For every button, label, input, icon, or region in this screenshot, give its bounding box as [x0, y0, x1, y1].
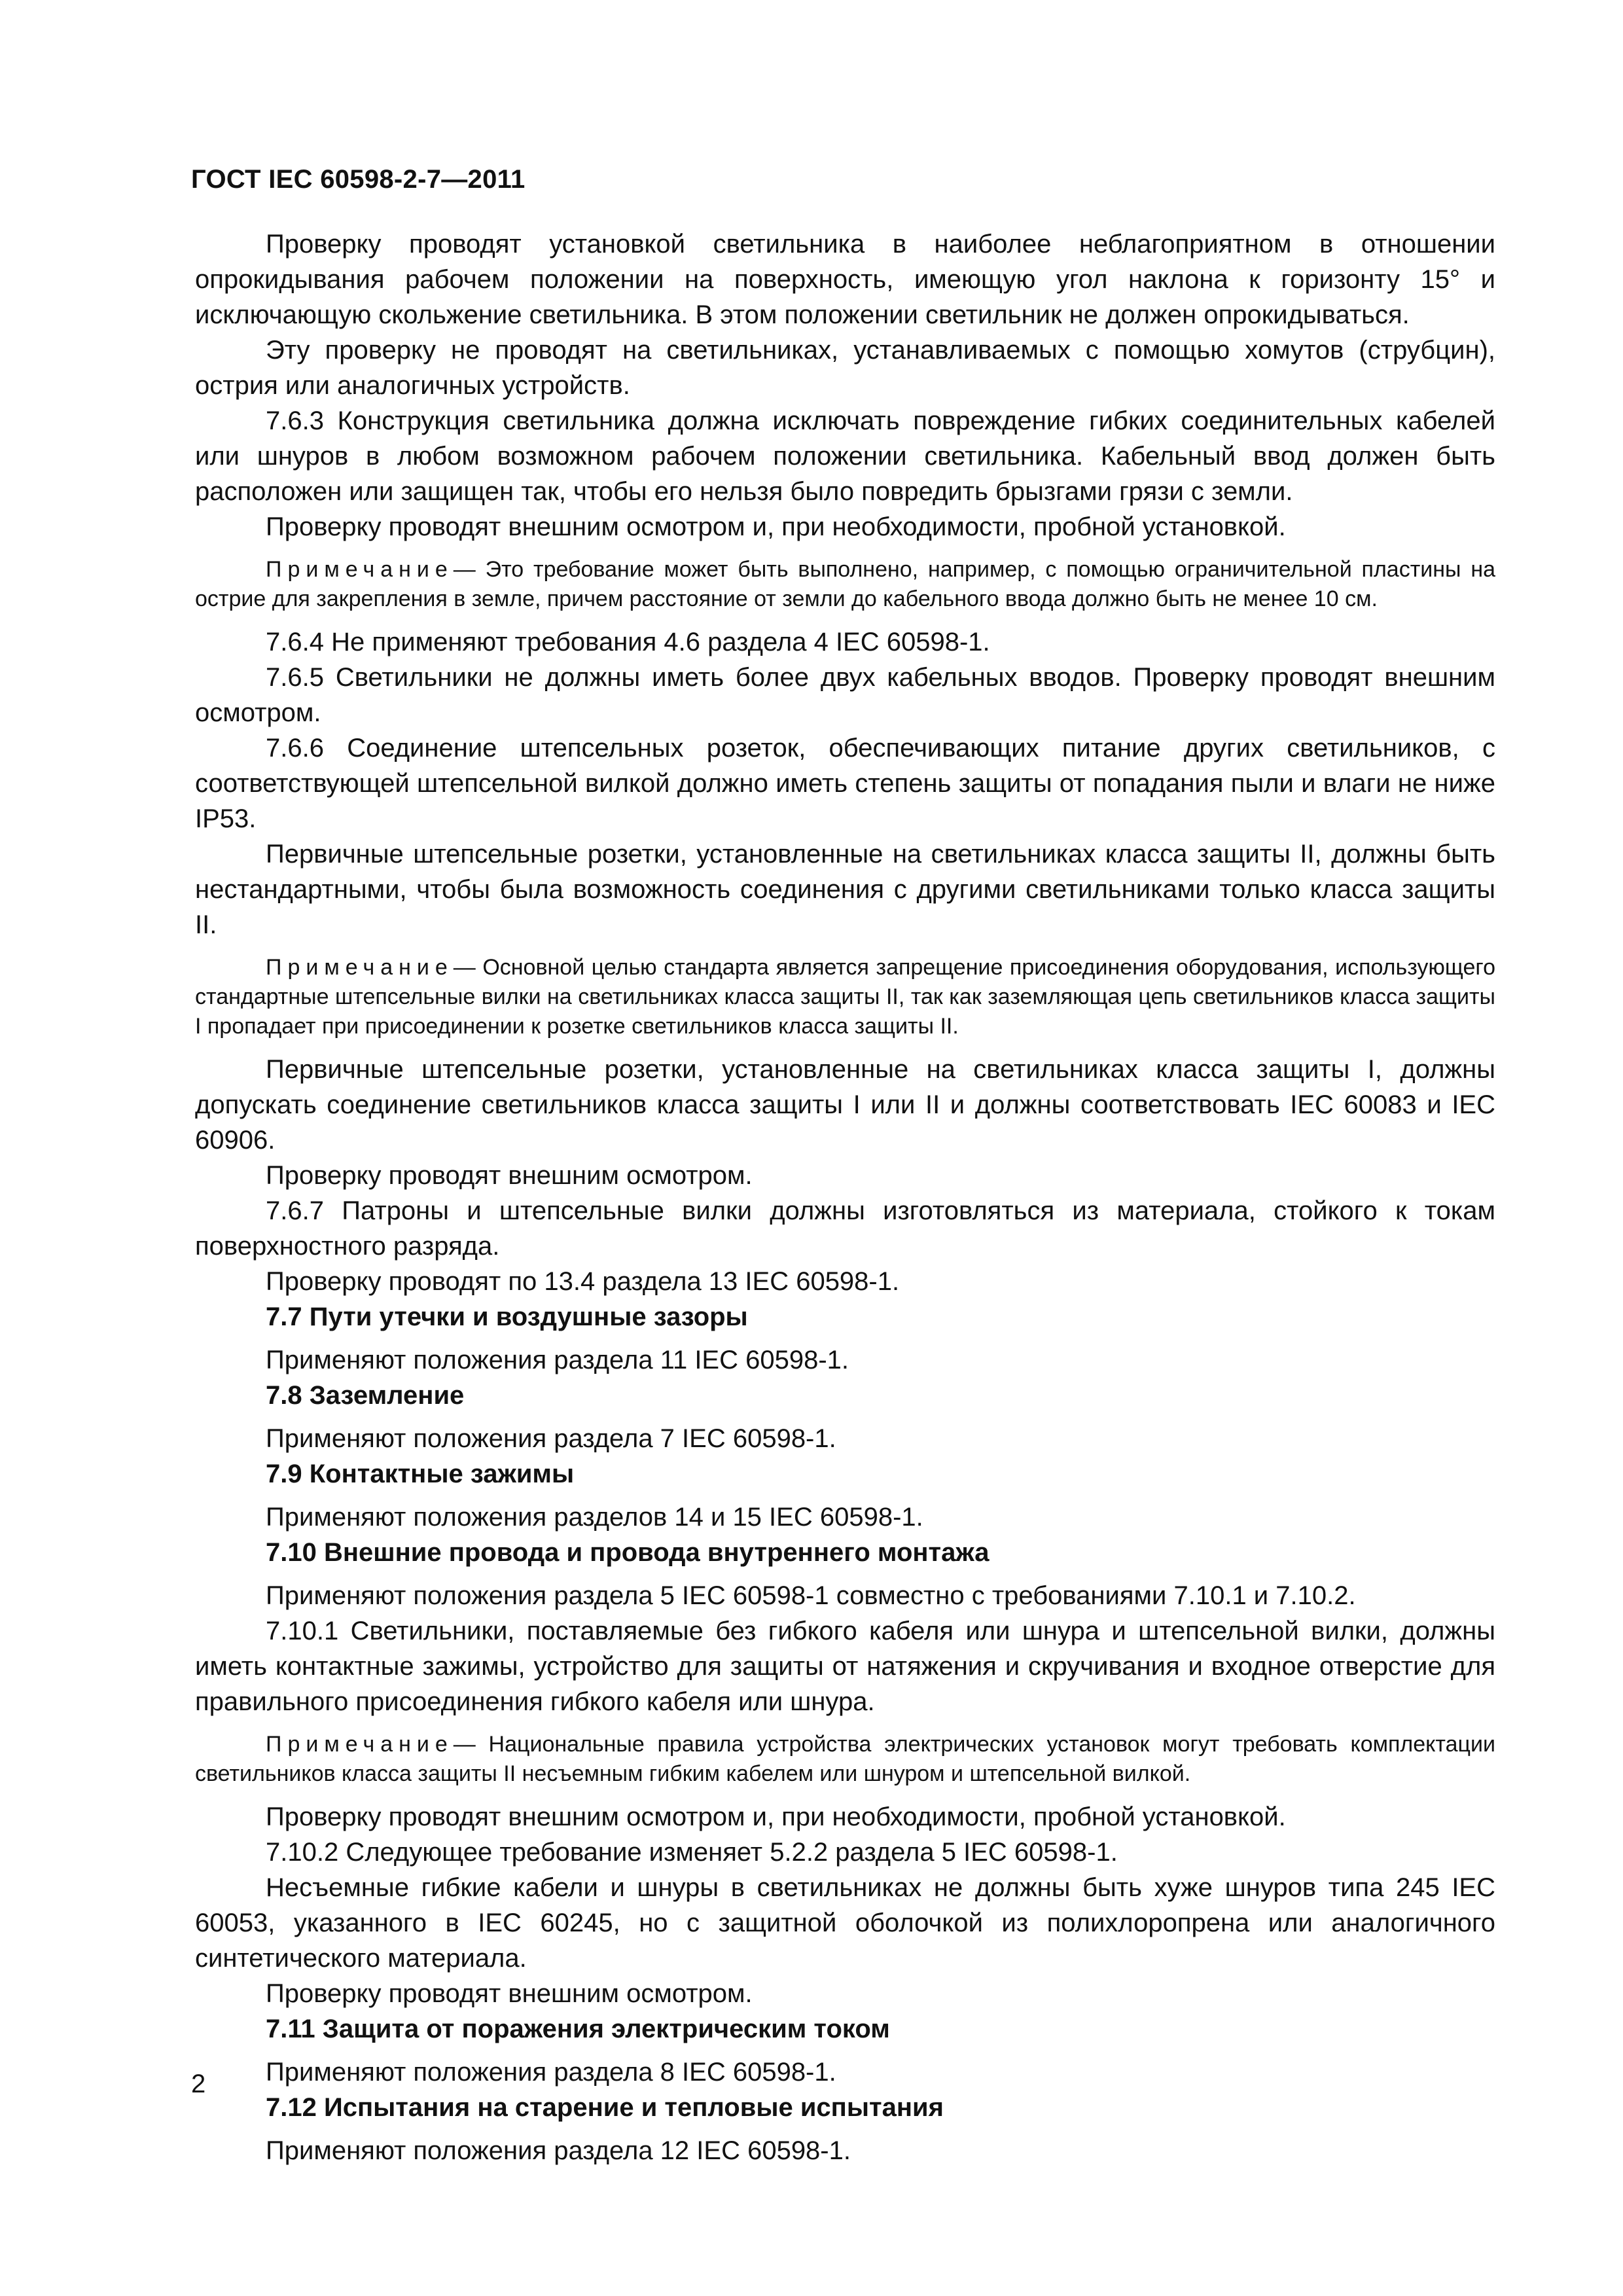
section-heading: 7.7 Пути утечки и воздушные зазоры — [266, 1302, 748, 1331]
note-text: — Это требование может быть выполнено, например, с помощью ограничительной пластины на острие для закрепления в земле, причем расстояние от земли до кабельного ввода должно быть не менее 10 см. — [195, 557, 1495, 611]
body-paragraph: Проверку проводят установкой светильника в наиболее неблагоприятном в отношении опрокидывания рабочем положении на поверхность, имеющую угол наклона к горизонту 15° и исключающую скольжение светильника. В этом положении светильник не должен опрокидываться. — [195, 230, 1495, 329]
body-paragraph: Эту проверку не проводят на светильниках, устанавливаемых с помощью хомутов (струбцин), острия или аналогичных устройств. — [195, 336, 1495, 400]
document-body — [195, 226, 1495, 2168]
body-paragraph: Проверку проводят внешним осмотром. — [266, 1161, 753, 1190]
body-paragraph: Проверку проводят по 13.4 раздела 13 IEC 60598-1. — [266, 1267, 900, 1296]
section-heading: 7.11 Защита от поражения электрическим током — [266, 2015, 890, 2043]
body-paragraph: Применяют положения раздела 7 IEC 60598-1. — [266, 1424, 836, 1453]
note-text: — Основной целью стандарта является запрещение присоединения оборудования, использующего стандартные штепсельные вилки на светильниках класса защиты II, так как заземляющая цепь светильников класса защиты I пропадает при присоединении к розетке светильников класса защиты II. — [195, 955, 1495, 1039]
section-heading: 7.8 Заземление — [266, 1381, 465, 1410]
note-paragraph — [195, 555, 1495, 614]
body-paragraph: Применяют положения раздела 12 IEC 60598-1. — [266, 2136, 851, 2165]
body-paragraph: Применяют положения раздела 11 IEC 60598-1. — [266, 1346, 849, 1374]
body-paragraph: 7.6.5 Светильники не должны иметь более двух кабельных вводов. Проверку проводят внешним осмотром. — [195, 663, 1495, 727]
section-heading: 7.9 Контактные зажимы — [266, 1460, 575, 1488]
body-paragraph: 7.6.3 Конструкция светильника должна исключать повреждение гибких соединительных кабелей или шнуров в любом возможном рабочем положении светильника. Кабельный ввод должен быть расположен или защищен так, чтобы его нельзя было повредить брызгами грязи с земли. — [195, 406, 1495, 506]
body-paragraph: Применяют положения раздела 5 IEC 60598-1 совместно с требованиями 7.10.1 и 7.10.2. — [266, 1581, 1356, 1610]
section-heading: 7.10 Внешние провода и провода внутреннего монтажа — [266, 1538, 990, 1567]
section-heading: 7.12 Испытания на старение и тепловые испытания — [266, 2093, 944, 2122]
note-paragraph — [195, 1730, 1495, 1789]
note-label: Примечание — [266, 557, 454, 582]
body-paragraph: 7.6.7 Патроны и штепсельные вилки должны изготовляться из материала, стойкого к токам поверхностного разряда. — [195, 1196, 1495, 1261]
body-paragraph: Применяют положения раздела 8 IEC 60598-1. — [266, 2058, 836, 2087]
document-header: ГОСТ IEC 60598-2-7—2011 — [191, 165, 526, 194]
body-paragraph: Проверку проводят внешним осмотром и, при необходимости, пробной установкой. — [266, 512, 1286, 541]
body-paragraph: Несъемные гибкие кабели и шнуры в светильниках не должны быть хуже шнуров типа 245 IEC 60053, указанного в IEC 60245, но с защитной оболочкой из полихлоропрена или аналогичного синтетического материала. — [195, 1873, 1495, 1973]
note-label: Примечание — [266, 955, 454, 980]
note-label: Примечание — [266, 1732, 454, 1757]
body-paragraph: Проверку проводят внешним осмотром и, при необходимости, пробной установкой. — [266, 1803, 1286, 1831]
note-text: — Национальные правила устройства электрических установок могут требовать комплектации светильников класса защиты II несъемным гибким кабелем или шнуром и штепсельной вилкой. — [195, 1732, 1495, 1786]
body-paragraph: Первичные штепсельные розетки, установленные на светильниках класса защиты II, должны быть нестандартными, чтобы была возможность соединения с другими светильниками только класса защиты II. — [195, 840, 1495, 939]
body-paragraph: Проверку проводят внешним осмотром. — [266, 1979, 753, 2008]
body-paragraph: Применяют положения разделов 14 и 15 IEC 60598-1. — [266, 1503, 923, 1532]
body-paragraph: Первичные штепсельные розетки, установленные на светильниках класса защиты I, должны допускать соединение светильников класса защиты I или II и должны соответствовать IEC 60083 и IEC 60906. — [195, 1055, 1496, 1155]
note-paragraph — [195, 953, 1495, 1041]
body-paragraph: 7.6.4 Не применяют требования 4.6 раздела 4 IEC 60598-1. — [266, 628, 990, 656]
page-number: 2 — [191, 2070, 206, 2098]
body-paragraph: 7.10.2 Следующее требование изменяет 5.2.2 раздела 5 IEC 60598-1. — [266, 1838, 1118, 1867]
body-paragraph: 7.6.6 Соединение штепсельных розеток, обеспечивающих питание других светильников, с соответствующей штепсельной вилкой должно иметь степень защиты от попадания пыли и влаги не ниже IP53. — [195, 734, 1495, 833]
body-paragraph: 7.10.1 Светильники, поставляемые без гибкого кабеля или шнура и штепсельной вилки, должны иметь контактные зажимы, устройство для защиты от натяжения и скручивания и входное отверстие для правильного присоединения гибкого кабеля или шнура. — [195, 1617, 1495, 1716]
